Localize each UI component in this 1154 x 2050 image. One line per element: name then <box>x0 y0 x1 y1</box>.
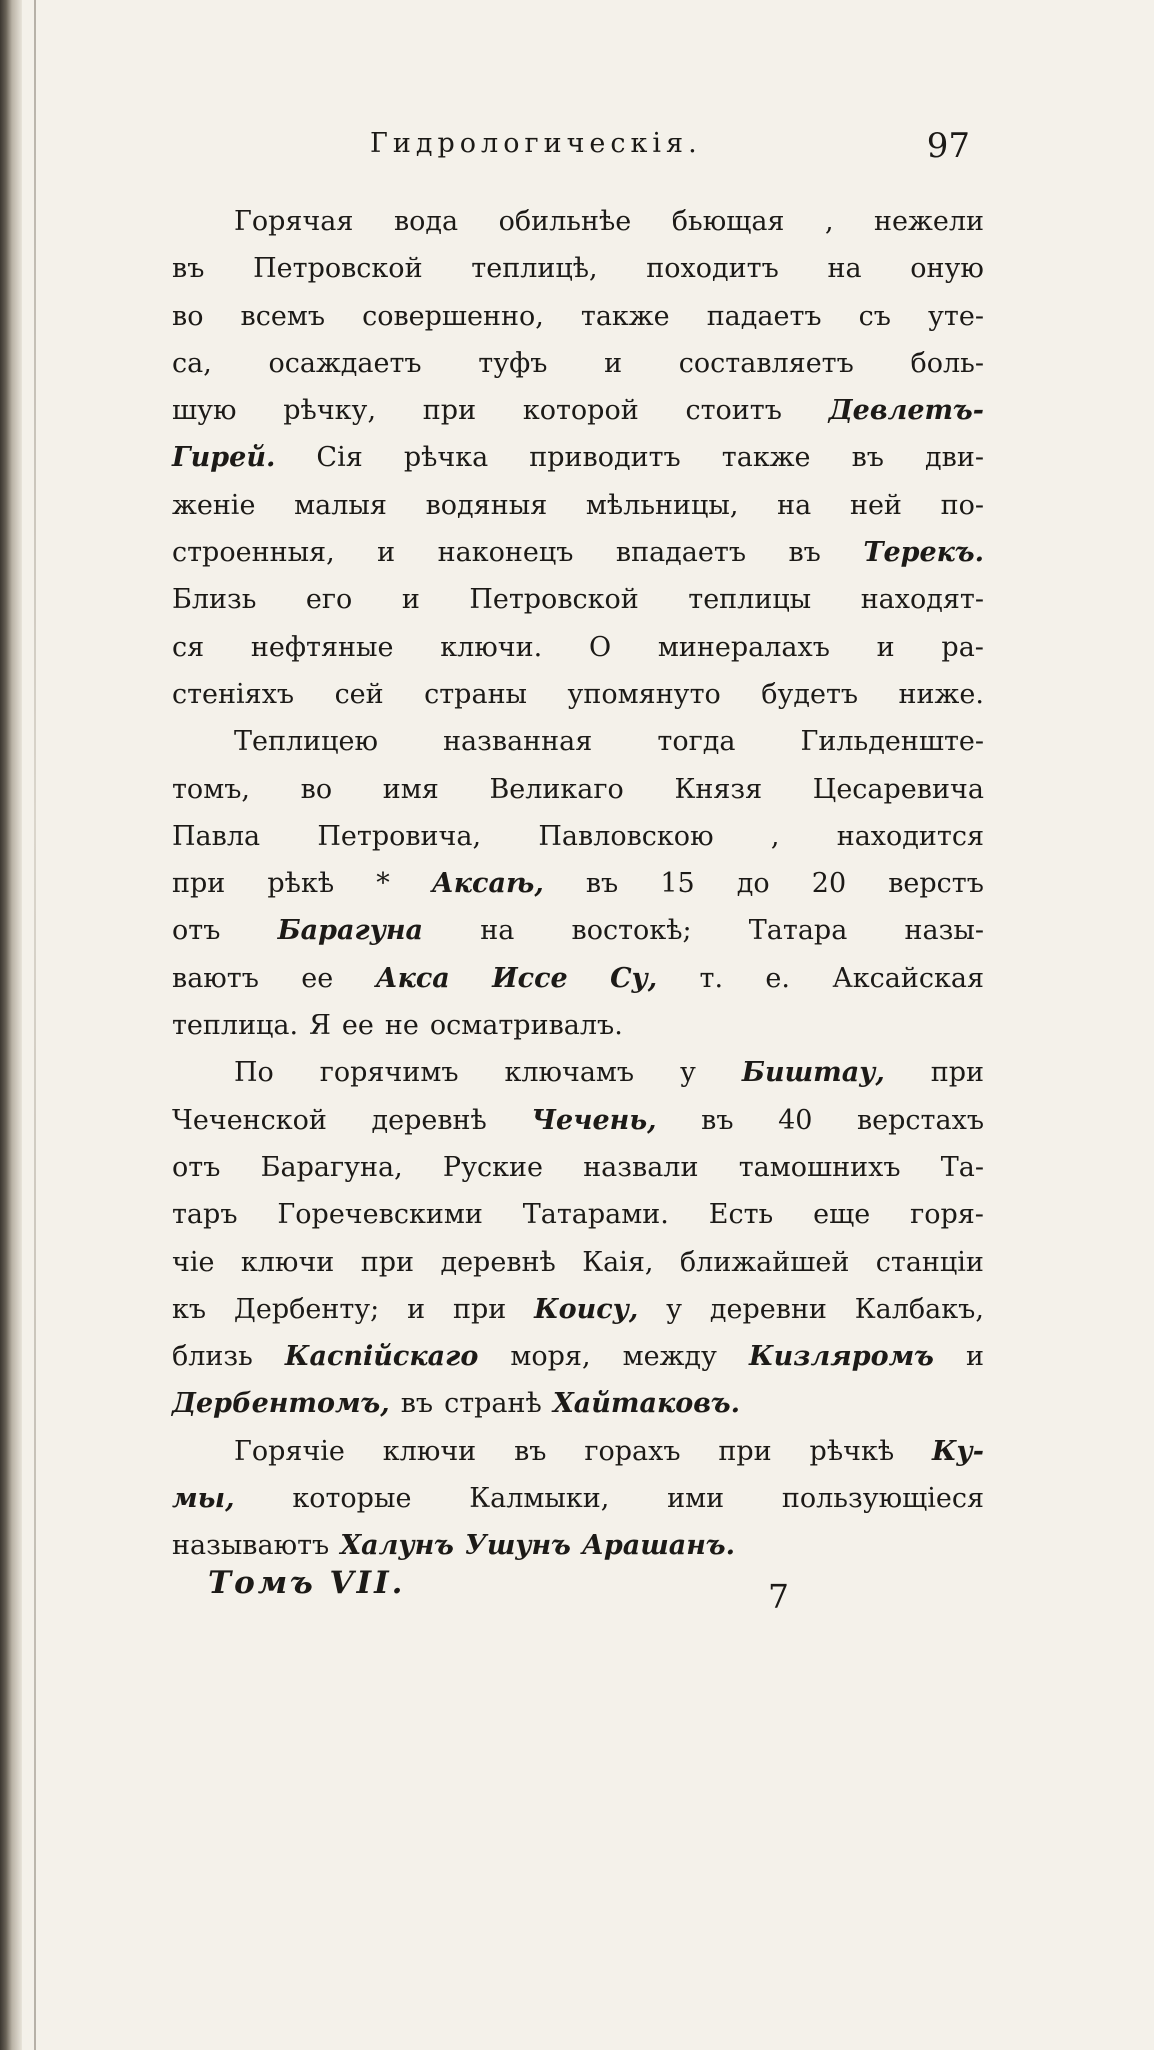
word: которые <box>292 1483 412 1515</box>
word: Гильденште- <box>800 726 984 758</box>
word: не <box>384 1010 419 1042</box>
word: назы- <box>904 915 984 947</box>
text-line <box>172 766 984 813</box>
place-name: Девлетъ- <box>828 395 984 427</box>
text-line <box>172 1522 984 1569</box>
word: стоитъ <box>685 395 782 427</box>
text-line <box>172 1097 984 1144</box>
word: отъ <box>172 915 221 947</box>
text-line <box>172 1333 984 1380</box>
page-footer <box>208 1565 808 1625</box>
word: ся <box>172 631 205 663</box>
word: къ <box>172 1293 207 1325</box>
word: при <box>172 868 226 900</box>
place-name: Су, <box>610 962 658 994</box>
word: ее <box>341 1010 374 1042</box>
text-line <box>172 907 984 954</box>
word: деревни <box>709 1293 827 1325</box>
text-line <box>172 1475 984 1522</box>
place-name: Гирей. <box>172 442 276 474</box>
word: строенныя, <box>172 537 335 569</box>
word: въ <box>701 1104 734 1136</box>
volume-signature: Томъ VII. <box>208 1565 406 1601</box>
word: томъ, <box>172 773 250 805</box>
word: и <box>876 631 895 663</box>
place-name: мы, <box>172 1483 235 1515</box>
word: таръ <box>172 1199 238 1231</box>
place-name: Терекъ. <box>863 537 984 569</box>
word: мѣльницы, <box>585 489 739 521</box>
word: Я <box>309 1010 331 1042</box>
page-fold-line <box>34 0 36 2050</box>
place-name: Аксаѣ, <box>431 868 544 900</box>
word: деревнѣ <box>440 1246 556 1278</box>
word: водяныя <box>425 489 548 521</box>
word: Петровской <box>469 584 639 616</box>
word: 40 <box>778 1104 813 1136</box>
word: По <box>234 1057 274 1089</box>
place-name: Ушунъ <box>464 1530 571 1562</box>
word: бьющая <box>671 206 785 237</box>
word: уте- <box>928 300 984 332</box>
word: приводитъ <box>529 442 681 474</box>
word: горахъ <box>584 1435 681 1467</box>
word: женіе <box>172 489 256 521</box>
word: Калбакъ, <box>854 1293 984 1325</box>
word: ра- <box>941 631 984 663</box>
text-line <box>172 576 984 623</box>
word: е. <box>765 962 790 994</box>
word: на <box>480 915 515 947</box>
page-binding-edge <box>0 0 22 2050</box>
text-line <box>172 1049 984 1096</box>
word: всемъ <box>240 300 326 332</box>
text-line <box>172 434 984 481</box>
word: въ <box>400 1388 434 1420</box>
word: и <box>604 347 623 379</box>
word: совершенно, <box>362 300 544 332</box>
word: составляетъ <box>678 347 854 379</box>
word: осматривалъ. <box>429 1010 623 1042</box>
word: Близь <box>172 584 257 616</box>
word: са, <box>172 347 212 379</box>
word: упомянуто <box>567 678 721 710</box>
place-name: Арашанъ. <box>581 1530 735 1562</box>
word: еще <box>813 1199 871 1231</box>
word: тогда <box>657 726 736 758</box>
word: походитъ <box>646 253 779 285</box>
word: и <box>407 1293 426 1325</box>
page-header <box>170 128 970 178</box>
word: Петровской <box>253 253 423 285</box>
word: и <box>377 537 396 569</box>
word: обильнѣе <box>498 206 632 237</box>
word: у <box>666 1293 683 1325</box>
word: Каія, <box>582 1246 654 1278</box>
word: теплица. <box>172 1010 299 1042</box>
word: верстъ <box>888 868 984 900</box>
word: названная <box>443 726 593 758</box>
word: его <box>305 584 353 616</box>
text-line <box>172 245 984 292</box>
word: Татара <box>748 915 848 947</box>
word: ключи <box>240 1246 335 1278</box>
word: теплицы <box>688 584 812 616</box>
word: во <box>300 773 333 805</box>
word: пользующіеся <box>781 1483 984 1515</box>
running-head: Гидрологическія. <box>370 128 702 159</box>
word: имя <box>382 773 439 805</box>
word: ключи. <box>440 631 543 663</box>
text-line <box>172 1380 984 1427</box>
word: съ <box>858 300 891 332</box>
word: будетъ <box>761 678 859 710</box>
word: Чеченской <box>172 1104 327 1136</box>
word: стеніяхъ <box>172 678 295 710</box>
text-line <box>172 1002 984 1049</box>
word: боль- <box>910 347 984 379</box>
text-line <box>172 671 984 718</box>
text-line <box>172 624 984 671</box>
text-line <box>172 1191 984 1238</box>
word: тамошнихъ <box>738 1151 901 1183</box>
word: отъ <box>172 1151 221 1183</box>
word: Цесаревича <box>812 773 984 805</box>
word: по- <box>940 489 984 521</box>
word: при <box>930 1057 984 1089</box>
word: ее <box>301 962 334 994</box>
word: также <box>721 442 811 474</box>
word: находят- <box>860 584 984 616</box>
word: теплицѣ, <box>471 253 598 285</box>
word: у <box>680 1057 696 1089</box>
word: О <box>588 631 612 663</box>
word: нефтяные <box>250 631 394 663</box>
word: и <box>401 584 420 616</box>
word: Горячая <box>234 206 354 237</box>
word: Калмыки, <box>469 1483 610 1515</box>
word: чіе <box>172 1246 215 1278</box>
word: Горечевскими <box>277 1199 483 1231</box>
word: оную <box>910 253 984 285</box>
word: малыя <box>294 489 387 521</box>
word: на <box>777 489 812 521</box>
text-line <box>172 529 984 576</box>
word: верстахъ <box>856 1104 984 1136</box>
word: и <box>965 1341 984 1373</box>
place-name: Барагуна <box>277 915 424 947</box>
text-line <box>172 387 984 434</box>
word: Павла <box>172 820 261 852</box>
word: 20 <box>811 868 847 900</box>
word: моря, <box>510 1341 591 1373</box>
text-line <box>172 1286 984 1333</box>
word: Петровича, <box>317 820 482 852</box>
word: въ <box>851 442 884 474</box>
text-line <box>172 1428 984 1475</box>
word: Павловскою <box>538 820 714 852</box>
word: называютъ <box>172 1530 330 1562</box>
word: т. <box>699 962 724 994</box>
text-line <box>172 340 984 387</box>
word: , <box>824 206 834 237</box>
word: при <box>360 1246 415 1278</box>
place-name: Иссе <box>492 962 568 994</box>
word: востокѣ; <box>571 915 692 947</box>
text-line <box>172 293 984 340</box>
word: ими <box>667 1483 725 1515</box>
text-line <box>172 860 984 907</box>
word: сей <box>334 678 384 710</box>
word: при <box>718 1435 772 1467</box>
body-text <box>172 198 984 1570</box>
word: ключи <box>382 1435 477 1467</box>
word: нежели <box>874 206 984 237</box>
word: впадаетъ <box>615 537 746 569</box>
word: , <box>770 820 780 852</box>
place-name: Биштау, <box>741 1057 885 1089</box>
word: 15 <box>660 868 695 900</box>
page-number: 97 <box>926 126 970 166</box>
word: горячимъ <box>319 1057 459 1089</box>
word: до <box>736 868 770 900</box>
word: которой <box>522 395 639 427</box>
word: Горячіе <box>234 1435 345 1467</box>
word: Та- <box>940 1151 984 1183</box>
word: при <box>452 1293 507 1325</box>
word: въ <box>585 868 619 900</box>
word: Великаго <box>489 773 624 805</box>
word: находится <box>836 820 984 852</box>
text-line <box>172 198 984 245</box>
place-name: Коису, <box>534 1293 639 1325</box>
word: дви- <box>925 442 984 474</box>
gathering-mark: 7 <box>768 1577 789 1616</box>
word: на <box>827 253 862 285</box>
word: ваютъ <box>172 962 259 994</box>
word: осаждаетъ <box>268 347 422 379</box>
word: также <box>580 300 670 332</box>
place-name: Чечень, <box>531 1104 657 1136</box>
word: странѣ <box>444 1388 542 1420</box>
word: ключамъ <box>504 1057 635 1089</box>
word: рѣчкѣ <box>809 1435 895 1467</box>
place-name: Дербентомъ, <box>172 1388 390 1420</box>
text-line <box>172 718 984 765</box>
word: въ <box>788 537 821 569</box>
word: Теплицею <box>234 726 378 758</box>
word: страны <box>424 678 528 710</box>
word: минералахъ <box>657 631 830 663</box>
word: рѣчка <box>403 442 489 474</box>
word: станціи <box>875 1246 984 1278</box>
text-line <box>172 955 984 1002</box>
word: въ <box>514 1435 547 1467</box>
word: рѣчку, <box>283 395 377 427</box>
word: падаетъ <box>706 300 822 332</box>
word: рѣкѣ <box>267 868 335 900</box>
text-line <box>172 482 984 529</box>
word: Руские <box>442 1151 543 1183</box>
place-name: Кизляромъ <box>749 1341 934 1373</box>
word: въ <box>172 253 205 285</box>
place-name: Халунъ <box>340 1530 454 1562</box>
word: при <box>422 395 477 427</box>
place-name: Ку- <box>932 1435 984 1467</box>
place-name: Акса <box>375 962 450 994</box>
place-name: Каспійскаго <box>284 1341 479 1373</box>
word: Сія <box>316 442 363 474</box>
word: ближайшей <box>679 1246 850 1278</box>
word: близь <box>172 1341 253 1373</box>
word: вода <box>393 206 459 237</box>
word: наконецъ <box>437 537 574 569</box>
word: Князя <box>674 773 763 805</box>
footnote-mark: * <box>376 868 390 900</box>
word: деревнѣ <box>371 1104 487 1136</box>
word: назвали <box>583 1151 699 1183</box>
word: между <box>622 1341 717 1373</box>
word: во <box>172 300 204 332</box>
word: Барагуна, <box>260 1151 403 1183</box>
text-line <box>172 813 984 860</box>
place-name: Хайтаковъ. <box>552 1388 740 1420</box>
word: Аксайская <box>832 962 984 994</box>
word: Татарами. <box>522 1199 669 1231</box>
word: ниже. <box>898 678 984 710</box>
text-line <box>172 1144 984 1191</box>
word: туфъ <box>478 347 548 379</box>
word: Дербенту; <box>233 1293 380 1325</box>
word: Есть <box>708 1199 774 1231</box>
word: горя- <box>910 1199 984 1231</box>
word: шую <box>172 395 237 427</box>
text-line <box>172 1239 984 1286</box>
word: ней <box>849 489 902 521</box>
